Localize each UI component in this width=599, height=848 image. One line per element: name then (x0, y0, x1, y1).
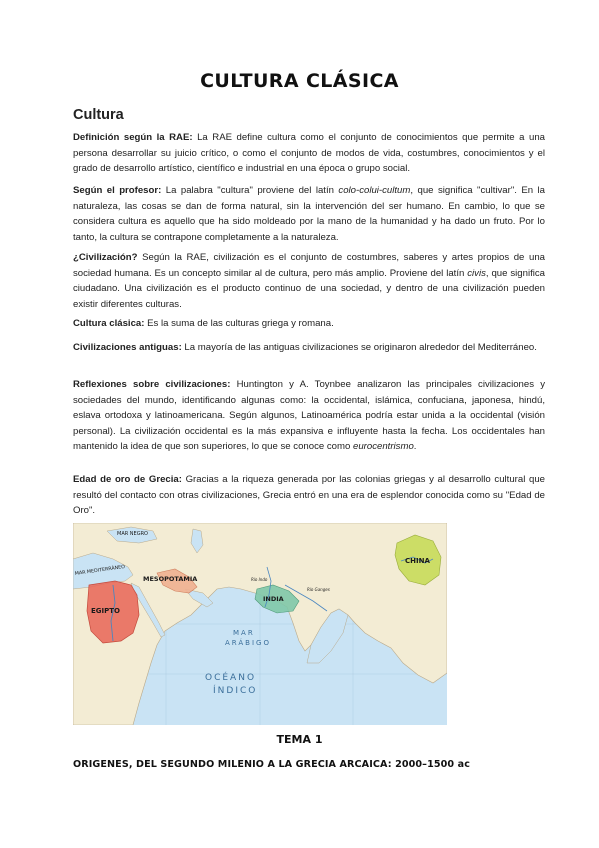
label-mesopotamia: MESOPOTAMIA (143, 575, 198, 583)
paragraph-text: La palabra "cultura" proviene del latín (161, 185, 339, 196)
label-china: CHINA (405, 557, 430, 565)
paragraph-text: La RAE define cultura como el conjunto de conocimientos que permite a una persona desarrollar su juicio crítico, o como el conjunto de modos de vida, costumbres, conocimientos y el grado de desarrollo artístico, científico e industrial en una época o grupo social. (73, 132, 545, 175)
label-mar-mediterraneo: MAR MEDITERRÁNEO (74, 564, 126, 577)
paragraph-text: . (413, 441, 417, 453)
paragraph-label: ¿Civilización? (73, 252, 138, 263)
paragraph-label: Definición según la RAE: (73, 132, 193, 143)
map-canvas (73, 523, 447, 725)
paragraph-label: Según el profesor: (73, 185, 162, 196)
latin-term: civis (467, 267, 486, 279)
paragraph-edad-de-oro (73, 472, 545, 519)
label-oceano-2: ÍNDICO (213, 686, 258, 696)
paragraph-segun-profesor (73, 183, 545, 245)
paragraph-text: Según la RAE, civilización es el conjunto de costumbres, saberes y artes propios de una sociedad humana. Es un concepto similar al de cultura, pero más amplio. Proviene del latín (73, 252, 545, 279)
paragraph-civilizacion (73, 250, 545, 312)
label-india: INDIA (263, 595, 284, 603)
paragraph-text: Gracias a la riqueza generada por las colonias griegas y al desarrollo cultural que resultó del contacto con otras civilizaciones, Grecia entró en una era de esplendor conocida como su "Edad de Oro". (73, 474, 545, 517)
label-rio-ganges: Río Ganges (307, 587, 330, 592)
section-heading: Cultura (73, 107, 124, 123)
paragraph-label: Edad de oro de Grecia: (73, 474, 182, 485)
label-mar-negro: MAR NEGRO (117, 531, 148, 537)
label-oceano-1: OCÉANO (205, 673, 257, 683)
label-mar-arabigo-2: ARÁBIGO (225, 639, 271, 647)
ancient-civilizations-map (73, 523, 447, 725)
paragraph-label: Cultura clásica: (73, 318, 145, 329)
paragraph-definicion-rae (73, 130, 545, 177)
paragraph-reflexiones (73, 377, 545, 455)
label-rio-indo: Río Indo (251, 577, 268, 582)
tema-heading: TEMA 1 (276, 733, 323, 746)
origenes-subheading: ORIGENES, DEL SEGUNDO MILENIO A LA GRECIA ARCAICA: 2000–1500 ac (73, 759, 470, 770)
paragraph-text: Es la suma de las culturas griega y romana. (144, 318, 334, 329)
label-egipto: EGIPTO (91, 607, 120, 615)
paragraph-civilizaciones-antiguas (73, 340, 545, 356)
paragraph-label: Reflexiones sobre civilizaciones: (73, 379, 231, 390)
latin-term: colo-colui-cultum (338, 185, 411, 196)
paragraph-cultura-clasica (73, 316, 545, 332)
paragraph-label: Civilizaciones antiguas: (73, 342, 182, 353)
paragraph-text: La mayoría de las antiguas civilizaciones se originaron alrededor del Mediterráneo. (181, 342, 537, 353)
paragraph-text: , que significa "cultivar". En la naturaleza, las cosas se dan de forma natural, sin la intervención del ser humano. En cambio, lo que se considera cultura es aquello que ha sido moldeado por la mano de la humanidad y ha dado un fruto. Por lo tanto, la cultura se contrapone completamente a la naturaleza. (73, 185, 545, 243)
eurocentrismo-term: eurocentrismo (353, 441, 414, 453)
document-title: CULTURA CLÁSICA (200, 70, 399, 92)
paragraph-text: , que significa ciudadano. Una civilización es el producto continuo de una sociedad, y dentro de una civilización pueden existir diferentes culturas. (73, 267, 545, 310)
paragraph-text: Huntington y A. Toynbee analizaron las principales civilizaciones y sociedades del mundo, identificando algunas como: la occidental, islámica, confuciana, japonesa, hindú, eslava ortodoxa y latinoamericana. Según algunos, Latinoamérica podría estar unida a la occidental (visión personal). La civilización occidental es la más expansiva e influyente hasta la fecha. Los occidentales han mantenido la idea de que son superiores, lo que se conoce como (73, 379, 545, 453)
label-mar-arabigo-1: MAR (233, 629, 255, 637)
